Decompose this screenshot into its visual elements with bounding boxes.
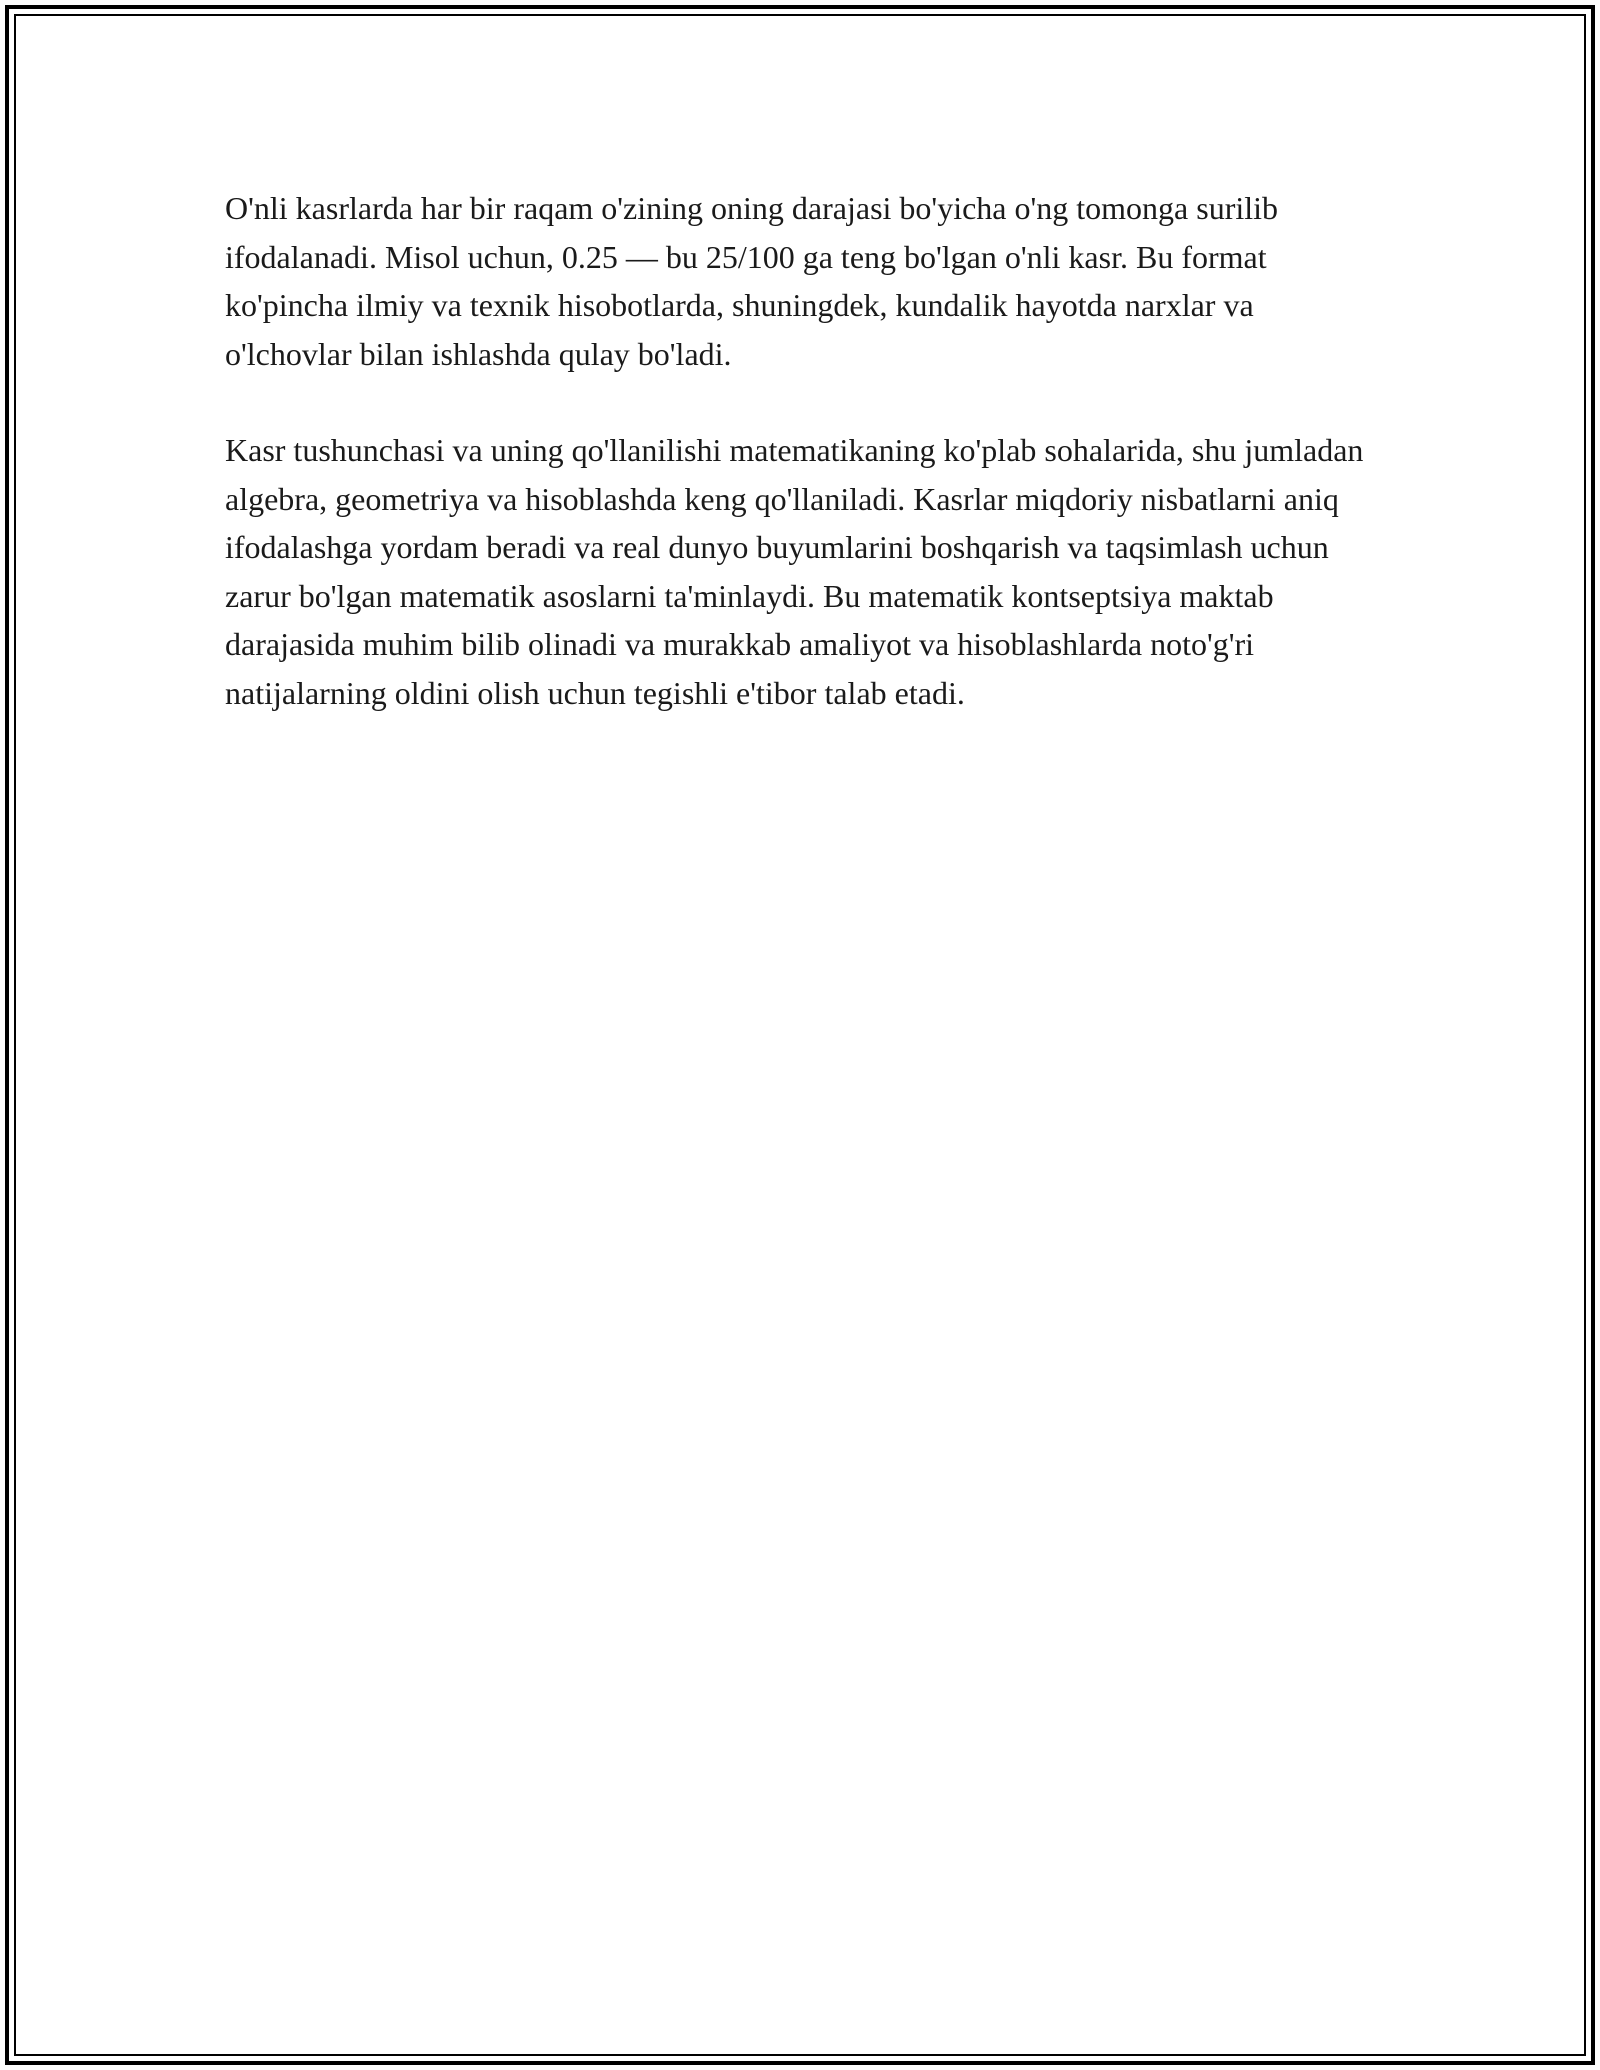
paragraph-decimal-fractions: O'nli kasrlarda har bir raqam o'zining oning darajasi bo'yicha o'ng tomonga surilib ifodalanadi. Misol uchun, 0.25 — bu 25/100 ga teng bo'lgan o'nli kasr. Bu format ko'pincha ilmiy va texnik hisobotlarda, shuningdek, kundalik hayotda narxlar va o'lchovlar bilan ishlashda qulay bo'ladi. bbox=[225, 190, 1279, 372]
paragraph-fraction-concept: Kasr tushunchasi va uning qo'llanilishi matematikaning ko'plab sohalarida, shu jumladan algebra, geometriya va hisoblashda keng qo'llaniladi. Kasrlar miqdoriy nisbatlarni aniq ifodalashga yordam beradi va real dunyo buyumlarini boshqarish va taqsimlash uchun zarur bo'lgan matematik asoslarni ta'minlaydi. Bu matematik kontseptsiya maktab darajasida muhim bilib olinadi va murakkab amaliyot va hisoblashlarda noto'g'ri natijalarning oldini olish uchun tegishli e'tibor talab etadi. bbox=[225, 432, 1364, 711]
document-body bbox=[225, 184, 1375, 765]
